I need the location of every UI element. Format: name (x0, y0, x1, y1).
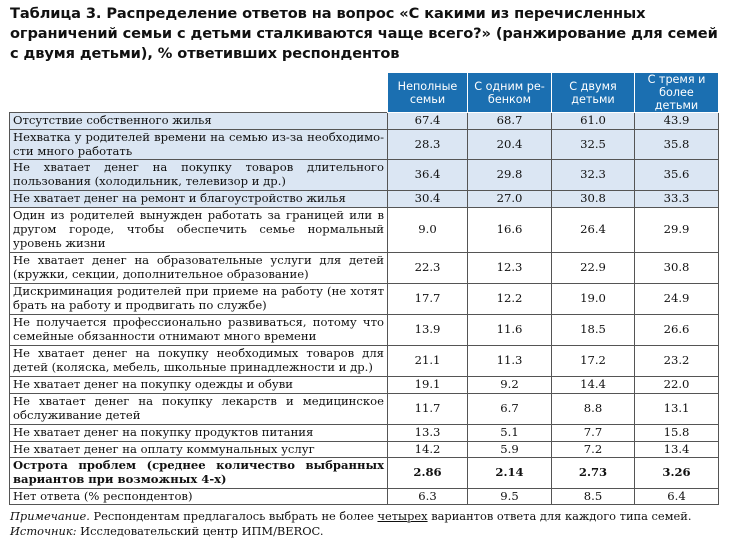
row-label: Не хватает денег на покупку необходимых товаров для детей (коляска, мебель, школьные принадлежности и др.) (10, 346, 388, 377)
cell-value: 17.7 (388, 284, 468, 315)
data-table (9, 72, 719, 505)
table-row (10, 315, 719, 346)
cell-value: 23.2 (635, 346, 719, 377)
table-row (10, 113, 719, 130)
cell-value: 33.3 (635, 191, 719, 208)
cell-value: 36.4 (388, 160, 468, 191)
table-row (10, 442, 719, 458)
note-text-after: вариантов ответа для каждого типа семей. (427, 509, 692, 523)
row-label: Не хватает денег на образовательные услуги для детей (кружки, секции, дополнительное образование) (10, 253, 388, 284)
cell-value: 35.6 (635, 160, 719, 191)
table-row (10, 191, 719, 208)
cell-value: 9.2 (468, 377, 552, 394)
cell-value: 13.4 (635, 442, 719, 458)
cell-value: 2.14 (468, 458, 552, 489)
cell-value: 24.9 (635, 284, 719, 315)
table-row (10, 377, 719, 394)
header-incomplete-families: Неполные семьи (388, 73, 468, 113)
row-label: Не хватает денег на ремонт и благоустройство жилья (10, 191, 388, 208)
source-label: Источник: (10, 524, 77, 538)
row-label: Не хватает денег на покупку одежды и обуви (10, 377, 388, 394)
cell-value: 6.3 (388, 489, 468, 505)
row-label: Дискриминация родителей при приеме на работу (не хотят брать на работу и продвигать по службе) (10, 284, 388, 315)
cell-value: 29.9 (635, 208, 719, 253)
note-label: Примечание. (10, 509, 90, 523)
note-underlined: четырех (377, 509, 428, 523)
source-line (10, 524, 730, 539)
source-text: Исследовательский центр ИПМ/BEROC. (76, 524, 324, 538)
cell-value: 11.7 (388, 394, 468, 425)
cell-value: 12.2 (468, 284, 552, 315)
table-row-total (10, 458, 719, 489)
cell-value: 30.4 (388, 191, 468, 208)
cell-value: 9.5 (468, 489, 552, 505)
cell-value: 13.9 (388, 315, 468, 346)
cell-value: 61.0 (552, 113, 635, 130)
table-row (10, 253, 719, 284)
cell-value: 17.2 (552, 346, 635, 377)
row-label: Не хватает денег на покупку лекарств и медицинское обслуживание детей (10, 394, 388, 425)
cell-value: 7.2 (552, 442, 635, 458)
cell-value: 32.3 (552, 160, 635, 191)
cell-value: 6.4 (635, 489, 719, 505)
table-row (10, 394, 719, 425)
table-row (10, 130, 719, 160)
cell-value: 22.0 (635, 377, 719, 394)
cell-value: 20.4 (468, 130, 552, 160)
cell-value: 11.3 (468, 346, 552, 377)
note-line (10, 509, 730, 524)
cell-value: 22.3 (388, 253, 468, 284)
cell-value: 21.1 (388, 346, 468, 377)
cell-value: 27.0 (468, 191, 552, 208)
row-label: Не получается профессионально развиваться, потому что семейные обязанности отнимают много времени (10, 315, 388, 346)
note-text-before: Респондентам предлагалось выбрать не более (89, 509, 378, 523)
table-footnotes (10, 509, 730, 539)
table-row (10, 284, 719, 315)
cell-value: 67.4 (388, 113, 468, 130)
header-two-children: С двумя детьми (552, 73, 635, 113)
cell-value: 32.5 (552, 130, 635, 160)
row-label: Острота проблем (среднее количество выбранных вариантов при возможных 4-х) (10, 458, 388, 489)
cell-value: 19.0 (552, 284, 635, 315)
cell-value: 22.9 (552, 253, 635, 284)
cell-value: 15.8 (635, 425, 719, 442)
cell-value: 3.26 (635, 458, 719, 489)
cell-value: 11.6 (468, 315, 552, 346)
cell-value: 6.7 (468, 394, 552, 425)
table-row (10, 346, 719, 377)
table-row (10, 425, 719, 442)
cell-value: 14.4 (552, 377, 635, 394)
cell-value: 8.8 (552, 394, 635, 425)
table-row (10, 489, 719, 505)
cell-value: 9.0 (388, 208, 468, 253)
header-three-plus-children: С тремя и более детьми (635, 73, 719, 113)
row-label: Не хватает денег на покупку товаров длительного пользования (холодильник, телевизор и др.) (10, 160, 388, 191)
cell-value: 5.1 (468, 425, 552, 442)
cell-value: 5.9 (468, 442, 552, 458)
cell-value: 13.3 (388, 425, 468, 442)
cell-value: 30.8 (552, 191, 635, 208)
cell-value: 2.86 (388, 458, 468, 489)
row-label: Один из родителей вынужден работать за границей или в другом городе, чтобы обеспечить семье нормальный уровень жизни (10, 208, 388, 253)
cell-value: 26.6 (635, 315, 719, 346)
header-corner (10, 73, 388, 113)
table-row (10, 208, 719, 253)
cell-value: 14.2 (388, 442, 468, 458)
cell-value: 26.4 (552, 208, 635, 253)
cell-value: 29.8 (468, 160, 552, 191)
cell-value: 13.1 (635, 394, 719, 425)
table-row (10, 160, 719, 191)
cell-value: 28.3 (388, 130, 468, 160)
row-label: Нет ответа (% респондентов) (10, 489, 388, 505)
table-title: Таблица 3. Распределение ответов на вопрос «С какими из перечисленных ограничений семьи с детьми сталкиваются чаще всего?» (ранжирование для семей с двумя детьми), % ответивших респондентов (10, 5, 718, 62)
cell-value: 2.73 (552, 458, 635, 489)
row-label: Нехватка у родителей времени на семью из-за необходимости много работать (10, 130, 388, 160)
cell-value: 68.7 (468, 113, 552, 130)
row-label: Отсутствие собственного жилья (10, 113, 388, 130)
cell-value: 43.9 (635, 113, 719, 130)
cell-value: 19.1 (388, 377, 468, 394)
cell-value: 18.5 (552, 315, 635, 346)
row-label: Не хватает денег на оплату коммунальных услуг (10, 442, 388, 458)
cell-value: 16.6 (468, 208, 552, 253)
row-label: Не хватает денег на покупку продуктов питания (10, 425, 388, 442)
header-one-child: С одним ребенком (468, 73, 552, 113)
cell-value: 8.5 (552, 489, 635, 505)
header-row (10, 73, 719, 113)
cell-value: 7.7 (552, 425, 635, 442)
cell-value: 30.8 (635, 253, 719, 284)
cell-value: 12.3 (468, 253, 552, 284)
cell-value: 35.8 (635, 130, 719, 160)
